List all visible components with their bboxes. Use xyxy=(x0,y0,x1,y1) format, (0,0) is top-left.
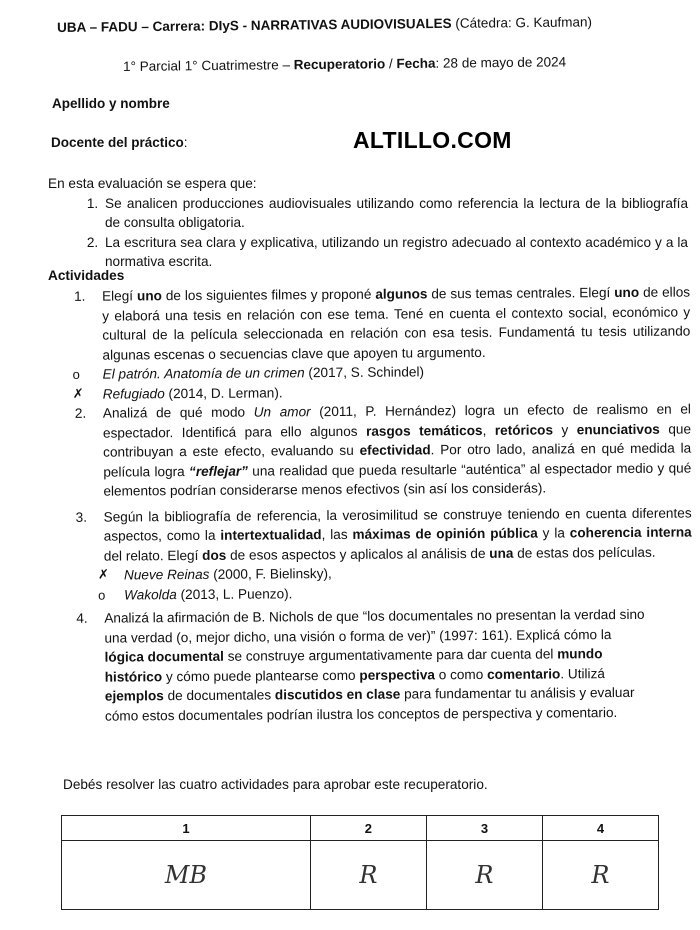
emphasis: algunos xyxy=(375,286,428,302)
text: de estas dos películas. xyxy=(513,544,656,561)
activity-number: 3. xyxy=(75,509,88,525)
emphasis: efectividad xyxy=(359,442,431,458)
text: del relato. Elegí xyxy=(103,547,203,564)
grade-value: MB xyxy=(62,841,311,910)
text: Según la bibliografía de referencia, la verosimilitud se construye teniendo en cuenta diferentes aspectos, como la xyxy=(103,505,692,544)
activities-list xyxy=(48,283,693,726)
separator: / xyxy=(385,56,397,72)
activity-1 xyxy=(48,283,691,365)
text: y la xyxy=(537,525,570,541)
checkmark-icon: ✗ xyxy=(97,567,109,583)
film-title: Nueve Reinas xyxy=(123,566,210,583)
text: Analizá la afirmación de B. Nichols de que “los documentales no presentan la verdad sino una verdad (o, mejor dicho, una visión o forma de ver)” (1997: 161). Explicá cómo la xyxy=(104,606,645,646)
expectation-item: 1. Se analicen producciones audiovisuales utilizando como referencia la lectura de la bibliografía de consulta obligatoria. xyxy=(102,194,688,233)
date-value: : 28 de mayo de 2024 xyxy=(435,54,567,71)
emphasis: perspectiva xyxy=(359,666,435,683)
text: de sus temas centrales. Elegí xyxy=(427,285,615,302)
exam-kind: Recuperatorio xyxy=(293,56,386,73)
grade-header: 1 xyxy=(62,816,311,841)
text: de documentales xyxy=(163,687,275,704)
checkmark-icon: ✗ xyxy=(72,386,84,402)
watermark: ALTILLO.COM xyxy=(353,127,512,153)
film-title: Un amor xyxy=(253,404,311,420)
text: Analizá de qué modo xyxy=(102,404,254,421)
emphasis: ejemplos xyxy=(104,688,164,704)
closing-note: Debés resolver las cuatro actividades para aprobar este recuperatorio. xyxy=(63,777,488,792)
expectations-section xyxy=(48,174,688,272)
expectations-list xyxy=(48,194,688,272)
emphasis: mundo histórico xyxy=(104,646,603,685)
text: de los siguientes filmes y proponé xyxy=(161,286,376,304)
text: y cómo puede plantearse como xyxy=(162,667,360,684)
text: una realidad que pueda resultarle “auténtica” al espectador medio y qué elementos podrían considerarse menos efectivos (sin así los considerás). xyxy=(103,460,692,499)
grade-value: R xyxy=(310,841,426,910)
emphasis: uno xyxy=(614,284,640,301)
teacher-label-text: Docente del práctico xyxy=(51,135,184,150)
text: de esos aspectos y aplicalos al análisis de xyxy=(226,545,490,563)
emphasis: retóricos xyxy=(494,421,554,438)
teacher-field-label xyxy=(51,135,188,150)
text: se construye argumentativamente para dar cuenta del xyxy=(223,646,558,664)
text: Elegí xyxy=(102,288,138,304)
expectation-item: 2. La escritura sea clara y explicativa, utilizando un registro adecuado al contexto académico y a la normativa escrita. xyxy=(102,233,688,272)
activity-3 xyxy=(50,503,692,566)
activities-title: Actividades xyxy=(48,268,125,283)
course-header xyxy=(57,14,592,35)
grade-header: 4 xyxy=(542,816,658,841)
film-meta: (2013, L. Puenzo). xyxy=(176,585,293,602)
activity-number: 4. xyxy=(76,610,88,626)
text: y xyxy=(552,421,577,437)
text: , las xyxy=(321,526,353,543)
activity-4 xyxy=(50,605,693,726)
emphasis: lógica documental xyxy=(104,648,224,665)
emphasis: coherencia interna xyxy=(569,524,692,541)
emphasis: máximas de opinión pública xyxy=(352,525,538,542)
chair-info: (Cátedra: G. Kaufman) xyxy=(451,14,593,31)
film-option xyxy=(50,581,692,605)
name-field-label: Apellido y nombre xyxy=(52,96,170,111)
grade-value: R xyxy=(426,841,542,910)
exam-type: 1° Parcial 1° Cuatrimestre – xyxy=(123,57,294,74)
emphasis: uno xyxy=(136,288,162,304)
expectations-lead: En esta evaluación se espera que: xyxy=(48,176,257,191)
emphasis: “reflejar” xyxy=(188,463,248,479)
activity-2 xyxy=(49,400,692,502)
text: , xyxy=(482,422,495,438)
text: para fundamentar tu análisis y evaluar cómo estos documentales podrían ilustra los conceptos de perspectiva y comentario. xyxy=(104,684,635,724)
date-label: Fecha xyxy=(396,55,436,72)
film-title: Refugiado xyxy=(102,385,165,402)
grade-header: 2 xyxy=(310,816,426,841)
film-meta: (2000, F. Bielinsky), xyxy=(209,566,332,582)
emphasis: intertextualidad xyxy=(220,527,322,543)
grade-header: 3 xyxy=(426,816,542,841)
text: . Utilizá xyxy=(560,665,605,681)
option-marker: o xyxy=(72,366,80,382)
film-title: El patrón. Anatomía de un crimen xyxy=(102,365,305,382)
course-title: UBA – FADU – Carrera: DIyS - NARRATIVAS AUDIOVISUALES xyxy=(57,15,452,35)
emphasis: discutidos en clase xyxy=(274,686,401,703)
film-meta: (2014, D. Lerman). xyxy=(164,384,283,401)
grades-table xyxy=(61,815,659,910)
grades-value-row xyxy=(62,841,659,910)
grades-header-row xyxy=(62,816,659,841)
grade-value: R xyxy=(542,841,658,910)
exam-info-line xyxy=(123,54,566,74)
emphasis: enunciativos xyxy=(576,421,660,437)
teacher-colon: : xyxy=(183,135,188,150)
emphasis: dos xyxy=(202,547,227,563)
activity-number: 2. xyxy=(74,405,87,421)
film-meta: (2017, S. Schindel) xyxy=(304,364,425,381)
text: o como xyxy=(434,666,488,682)
activity-number: 1. xyxy=(74,288,86,304)
text: que contribuyan a este efecto, evaluando su xyxy=(103,421,692,460)
option-marker: o xyxy=(98,587,106,603)
emphasis: una xyxy=(489,545,514,561)
text: . Por otro lado, analizá en qué medida la película logra xyxy=(103,440,692,480)
emphasis: comentario xyxy=(487,665,561,682)
film-title: Wakolda xyxy=(124,586,177,602)
text: (2011, P. Hernández) logra un efecto de realismo en el espectador. Identificá para ello algunos xyxy=(102,401,691,441)
text: de ellos y elaborá una tesis en relación con ese tema. Tené en cuenta el contexto social, económico y cultural de la película seleccionada en relación con esa tesis. Fundamentá tu tesis utilizando algunas escenas o secuencias clave que apoyen tu argumento. xyxy=(102,284,691,363)
emphasis: rasgos temáticos xyxy=(365,422,483,439)
